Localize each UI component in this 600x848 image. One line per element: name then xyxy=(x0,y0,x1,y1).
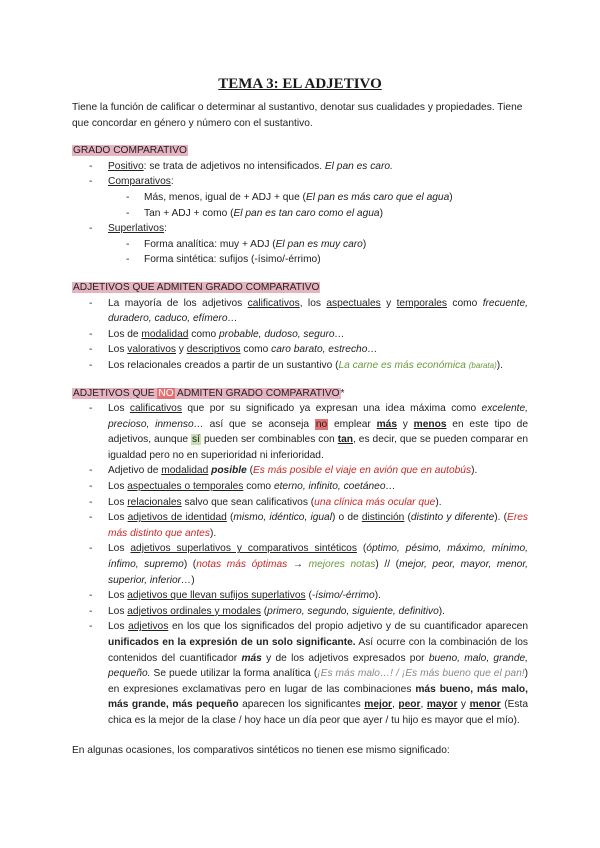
document-page xyxy=(72,74,528,758)
sub-list-item: - Forma analítica: muy + ADJ (El pan es muy caro) xyxy=(72,237,528,253)
list-item: - Los aspectuales o temporales como eterno, infinito, coetáneo… xyxy=(72,479,528,495)
list-item: - Adjetivo de modalidad posible (Es más posible el viaje en avión que en autobús). xyxy=(72,463,528,479)
list-item: - Superlativos: xyxy=(72,221,528,237)
list-item: - Los relacionales salvo que sean calificativos (una clínica más ocular que). xyxy=(72,495,528,511)
closing-paragraph: En algunas ocasiones, los comparativos sintéticos no tienen ese mismo significado: xyxy=(72,744,450,756)
list-item: - Los de modalidad como probable, dudoso, seguro… xyxy=(72,327,528,343)
sub-list-item: - Forma sintética: sufijos (-ísimo/-érrimo) xyxy=(72,252,528,268)
section-heading: GRADO COMPARATIVO xyxy=(73,145,187,157)
list-item: - Comparativos: xyxy=(72,174,528,190)
list-item: - Los adjetivos que llevan sufijos superlativos (-ísimo/-érrimo). xyxy=(72,588,528,604)
section-admiten xyxy=(72,280,528,374)
intro-paragraph: Tiene la función de calificar o determinar al sustantivo, denotar sus cualidades y propiedades. Tiene que concordar en género y número con el sustantivo. xyxy=(72,102,523,129)
list-item: - Los adjetivos de identidad (mismo, idéntico, igual) o de distinción (distinto y diferente). (Eres más distinto que antes). xyxy=(72,510,528,541)
section-no-admiten: ADJETIVOS QUE NO ADMITEN GRADO COMPARATIVO* - Los calificativos que por su significado ya expresan una idea máxima como excelente, precioso, inmenso… así que se aconseja no emplear más y menos en este tipo de adjetivos, aunque sí pueden ser combinables con tan, es decir, que se pueden comparar en igualdad pero no en superioridad ni inferioridad. - Adjetivo de modalidad posible (Es más posible el viaje en avión que en autobús). - Los aspectuales o temporales como eterno, infinito, coetáneo… - Los relacionales salvo que sean calificativos (una clínica más ocular que). - Los adjetivos de identidad (mismo, idéntico, igual) o de distinción (distinto y diferente). (Eres más distinto que antes). - Los adjetivos superlativos y comparativos sintéticos (óptimo, pésimo, máximo, mínimo, ínfimo, supremo) (notas más óptimas → mejores notas) // (mejor, peor, mayor, menor, superior, inferior…) - Los adjetivos que llevan sufijos superlativos (-ísimo/-érrimo). - Los adjetivos ordinales y modales (primero, segundo, siguiente, definitivo). - Los adjetivos en los que los significados del propio adjetivo y de su cuantificador aparecen unificados en la expresión de un solo significante. Así ocurre con la combinación de los contenidos del cuantificador más y de los adjetivos expresados por bueno, malo, grande, pequeño. Se puede utilizar la forma analítica (¡Es más malo…! / ¡Es más bueno que el pan!) en expresiones exclamativas pero en lugar de las combinaciones más bueno, más malo, más grande, más pequeño aparecen los significantes mejor, peor, mayor y menor (Esta chica es la mejor de la clase / hoy hace un día peor que ayer / tu hijo es mayor que el mío). xyxy=(72,386,528,729)
section-heading: ADJETIVOS QUE NO ADMITEN GRADO COMPARATIVO xyxy=(73,387,340,399)
list-item: - Positivo: se trata de adjetivos no intensificados. El pan es caro. xyxy=(72,159,528,175)
list-item: - La mayoría de los adjetivos calificativos, los aspectuales y temporales como frecuente, duradero, caduco, efímero… xyxy=(72,296,528,327)
section-heading: ADJETIVOS QUE ADMITEN GRADO COMPARATIVO xyxy=(73,281,320,293)
section-grado-comparativo xyxy=(72,143,528,268)
page-title: TEMA 3: EL ADJETIVO xyxy=(218,76,382,92)
sub-list-item: - Más, menos, igual de + ADJ + que (El pan es más caro que el agua) xyxy=(72,190,528,206)
list-item: - Los valorativos y descriptivos como caro barato, estrecho… xyxy=(72,342,528,358)
list-item: - Los calificativos que por su significado ya expresan una idea máxima como excelente, precioso, inmenso… así que se aconseja no emplear más y menos en este tipo de adjetivos, aunque sí pueden ser combinables con tan, es decir, que se pueden comparar en igualdad pero no en superioridad ni inferioridad. xyxy=(72,401,528,463)
list-item: - Los relacionales creados a partir de un sustantivo (La carne es más económica (barata)). xyxy=(72,358,528,374)
list-item: - Los adjetivos ordinales y modales (primero, segundo, siguiente, definitivo). xyxy=(72,604,528,620)
list-item: - Los adjetivos superlativos y comparativos sintéticos (óptimo, pésimo, máximo, mínimo, ínfimo, supremo) (notas más óptimas → mejores notas) // (mejor, peor, mayor, menor, superior, inferior…) xyxy=(72,541,528,588)
list-item: - Los adjetivos en los que los significados del propio adjetivo y de su cuantificador aparecen unificados en la expresión de un solo significante. Así ocurre con la combinación de los contenidos del cuantificador más y de los adjetivos expresados por bueno, malo, grande, pequeño. Se puede utilizar la forma analítica (¡Es más malo…! / ¡Es más bueno que el pan!) en expresiones exclamativas pero en lugar de las combinaciones más bueno, más malo, más grande, más pequeño aparecen los significantes mejor, peor, mayor y menor (Esta chica es la mejor de la clase / hoy hace un día peor que ayer / tu hijo es mayor que el mío). xyxy=(72,619,528,728)
sub-list-item: - Tan + ADJ + como (El pan es tan caro como el agua) xyxy=(72,206,528,222)
